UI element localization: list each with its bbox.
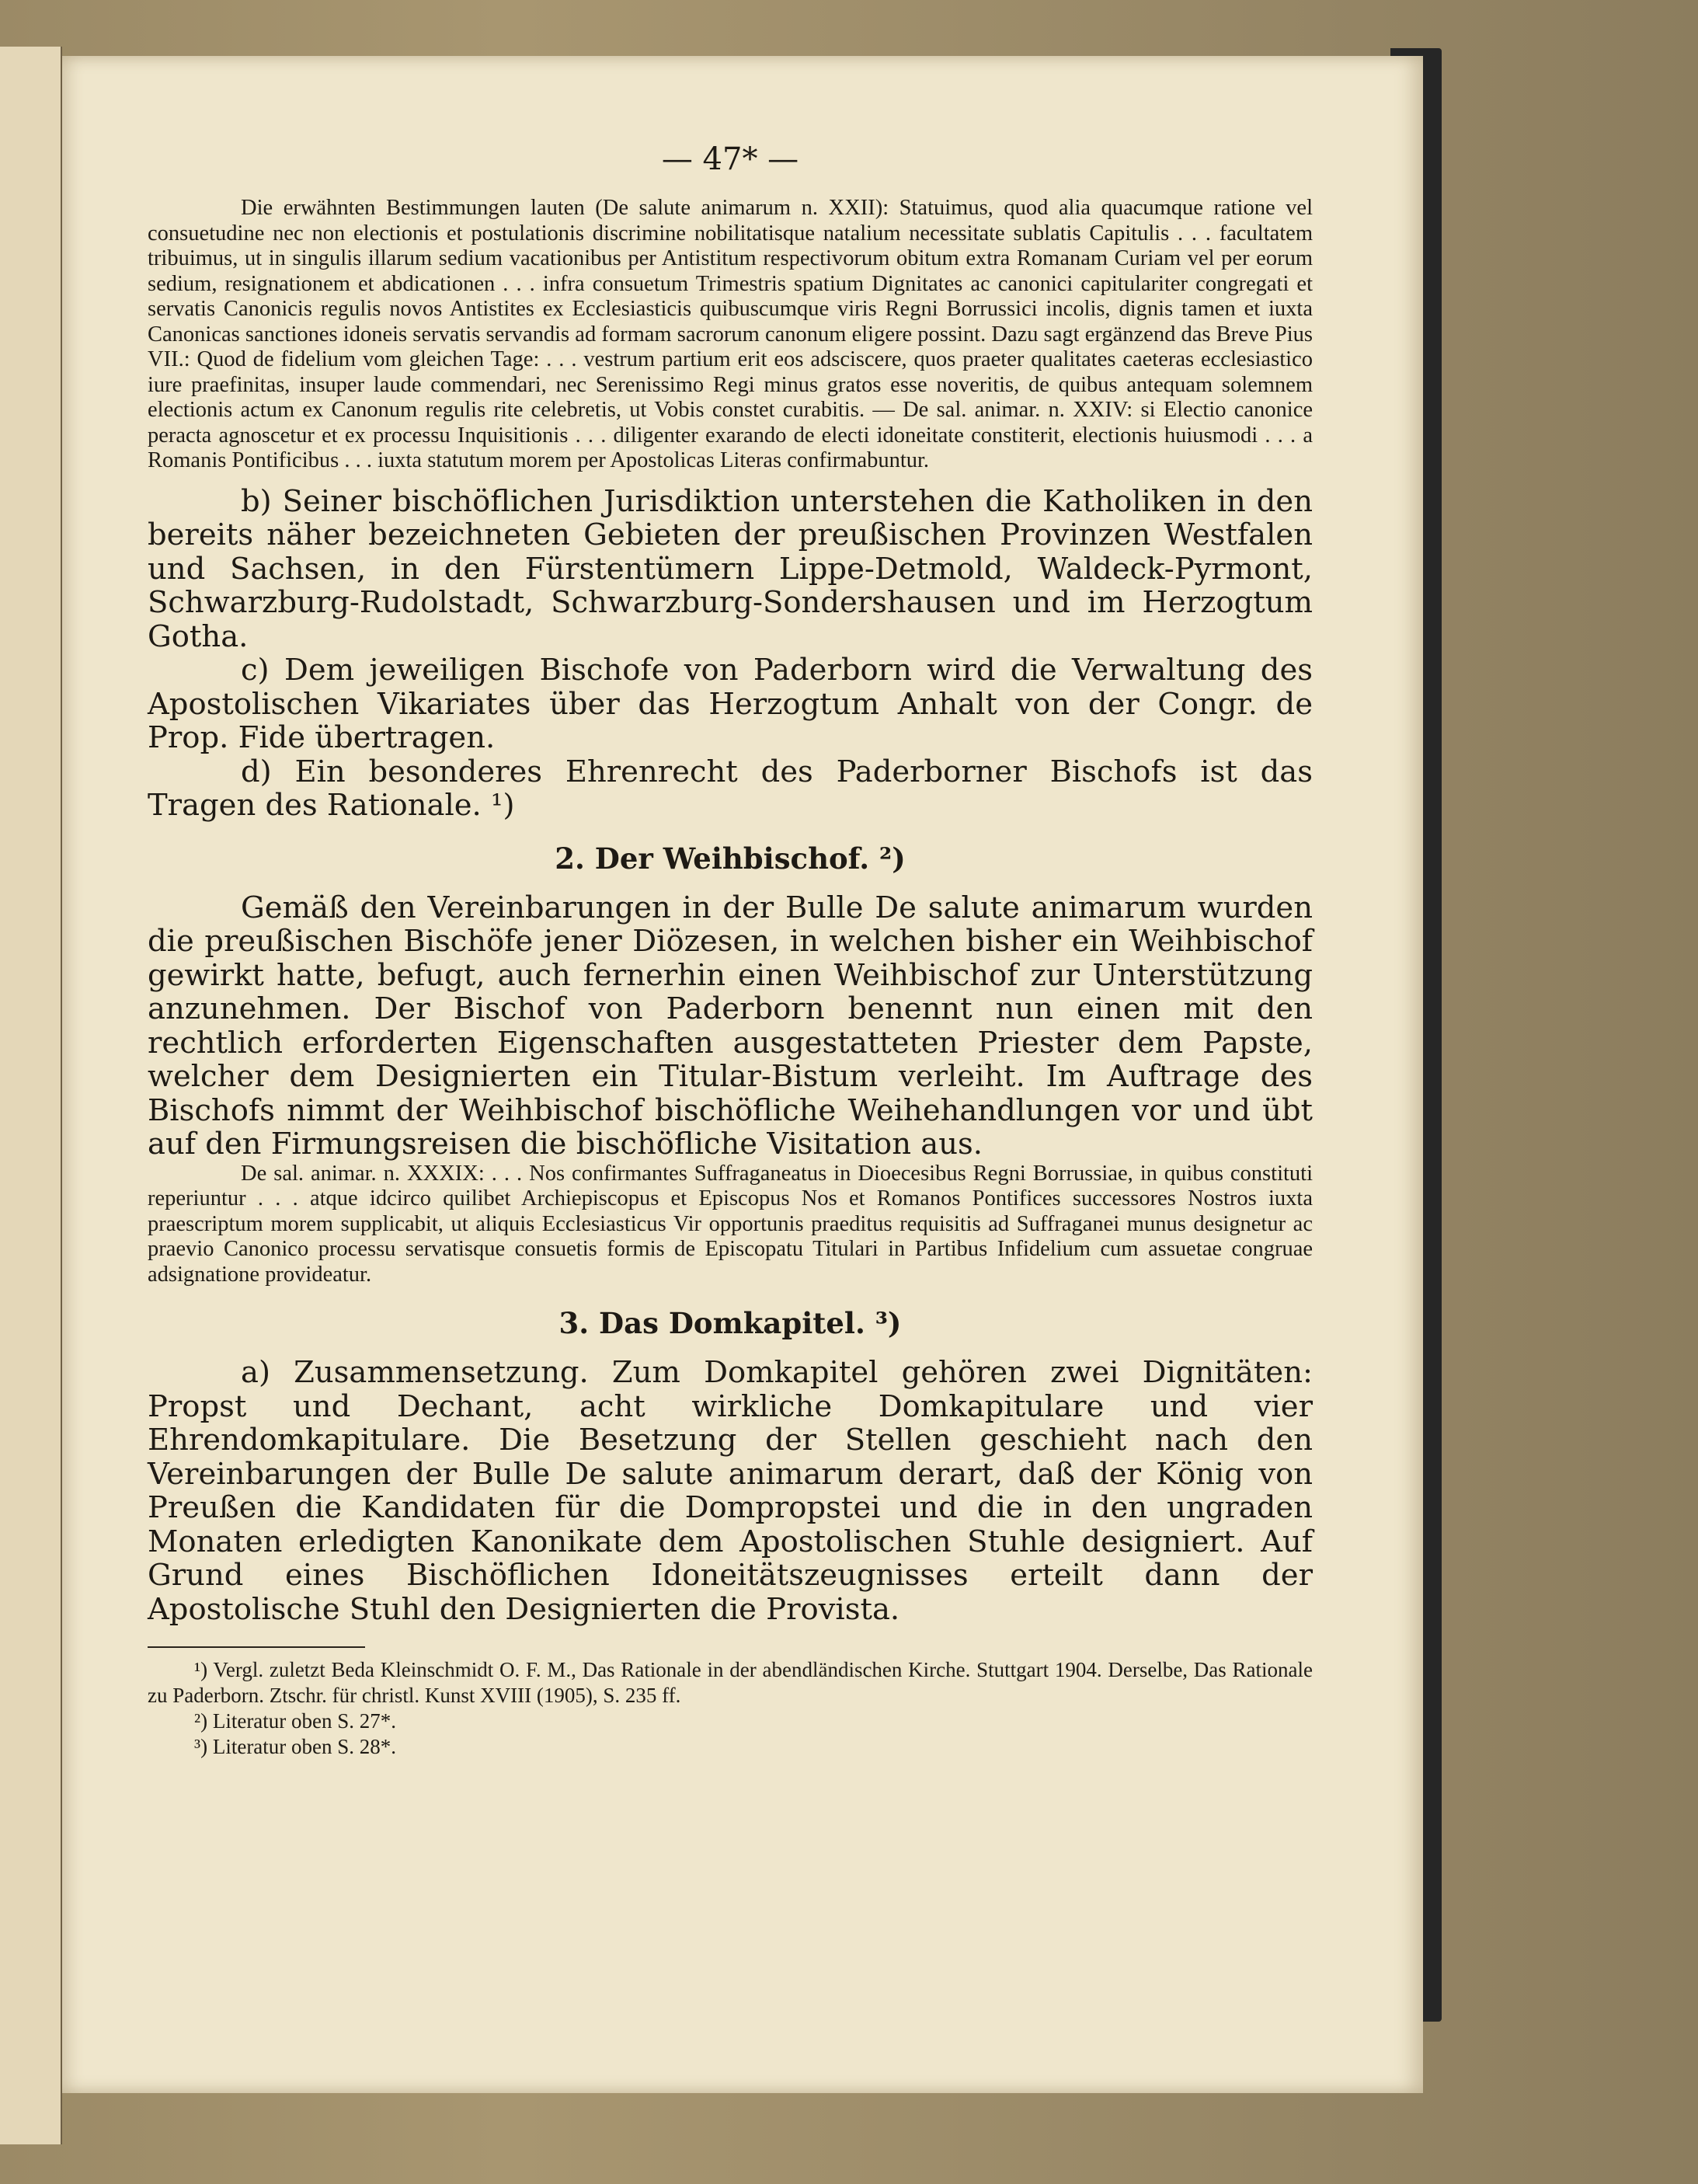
paragraph-b: b) Seiner bischöflichen Jurisdiktion unterstehen die Katholiken in den bereits näher bezeichneten Gebieten der preußischen Provinzen Westfalen und Sachsen, in den Fürstentümern Lippe-Detmold, Waldeck-Pyrmont, Schwarzburg-Rudolstadt, Schwarzburg-Sondershausen und im Herzogtum Gotha. xyxy=(148,483,1313,654)
page-number: — 47* — xyxy=(661,141,799,177)
paragraph-c: c) Dem jeweiligen Bischofe von Paderborn wird die Verwaltung des Apostolischen Vikariates über das Herzogtum Anhalt von der Congr. de Prop. Fide übertragen. xyxy=(148,653,1313,755)
paragraph-domkapitel: a) Zusammensetzung. Zum Domkapitel gehören zwei Dignitäten: Propst und Dechant, acht wirkliche Domkapitulare und vier Ehrendomkapitulare. Die Besetzung der Stellen geschieht nach den Vereinbarungen der Bulle De salute animarum derart, daß der König von Preußen die Kandidaten für die Dompropstei und die in den ungraden Monaten erledigten Kanonikate dem Apostolischen Stuhle designiert. Auf Grund eines Bischöflichen Idoneitätszeugnisses erteilt dann der Apostolische Stuhl den Designierten die Provista. xyxy=(148,1355,1313,1627)
footnote-1: ¹) Vergl. zuletzt Beda Kleinschmidt O. F. M., Das Rationale in der abendländischen Kirche. Stuttgart 1904. Derselbe, Das Rationale zu Paderborn. Ztschr. für christl. Kunst XVIII (1905), S. 235 ff. xyxy=(148,1658,1313,1707)
book-page xyxy=(62,56,1423,2093)
paragraph-d: d) Ein besonderes Ehrenrecht des Paderborner Bischofs ist das Tragen des Rationale. ¹) xyxy=(148,754,1313,823)
latin-note-weihbischof: De sal. animar. n. XXXIX: . . . Nos confirmantes Suffraganeatus in Dioecesibus Regni Borrussiae, in quibus constituti reperiuntur . . . atque idcirco quilibet Archiepiscopus et Episcopus Nos et Romanos Pontifices successores Nostros iuxta praescriptum morem supplicabit, ut aliquis Ecclesiasticus Vir opportunis praeditus requisitis ad Suffraganei munus designetur ac praevio Canonico processu servatisque consuetis formis de Episcopatu Titulari in Partibus Infidelium cum assuetae congruae adsignatione provideatur. xyxy=(148,1161,1313,1287)
previous-page-edge xyxy=(0,47,62,2144)
footnote-3: ³) Literatur oben S. 28*. xyxy=(194,1735,397,1758)
footnote-2: ²) Literatur oben S. 27*. xyxy=(194,1709,397,1733)
section-heading-domkapitel: 3. Das Domkapitel. ³) xyxy=(558,1306,902,1340)
section-heading-weihbischof: 2. Der Weihbischof. ²) xyxy=(555,841,906,876)
paragraph-weihbischof: Gemäß den Vereinbarungen in der Bulle De salute animarum wurden die preußischen Bischöfe jener Diözesen, in welchen bisher ein Weihbischof gewirkt hatte, befugt, auch fernerhin einen Weihbischof zur Unterstützung anzunehmen. Der Bischof von Paderborn benennt nun einen mit den rechtlich erforderten Eigenschaften ausgestatteten Priester dem Papste, welcher dem Designierten ein Titular-Bistum verleiht. Im Auftrage des Bischofs nimmt der Weihbischof bischöfliche Weihehandlungen vor und übt auf den Firmungsreisen die bischöfliche Visitation aus. xyxy=(148,890,1313,1162)
footnote-rule xyxy=(148,1646,365,1648)
intro-latin-note: Die erwähnten Bestimmungen lauten (De salute animarum n. XXII): Statuimus, quod alia quacumque ratione vel consuetudine nec non electionis et postulationis discrimine nobilitatisque natalium necessitate sublatis Capitulis . . . facultatem tribuimus, ut in singulis illarum sedium vacationibus per Antistitum respectivorum obitum extra Romanam Curiam vel per eorum sedium, resignationem et abdicationen . . . infra consuetum Trimestris spatium Dignitates ac canonici capitulariter congregati et servatis Canonicis regulis novos Antistites ex Ecclesiasticis quibuscumque viris Regni Borrussici incolis, dignis tamen et iuxta Canonicas sanctiones idoneis servatis servandis ad formam sacrorum canonum eligere possint. Dazu sagt ergänzend das Breve Pius VII.: Quod de fidelium vom gleichen Tage: . . . vestrum partium erit eos adsciscere, quos praeter qualitates caeteras ecclesiastico iure praefinitas, insuper laude commendari, nec Serenissimo Regi minus gratos esse noveritis, de quibus antequam solemnem electionis actum ex Canonum regulis rite celebretis, ut Vobis constet curabitis. — De sal. animar. n. XXIV: si Electio canonice peracta agnoscetur et ex processu Inquisitionis . . . diligenter exarando de electi idoneitate constiterit, electionis huiusmodi . . . a Romanis Pontificibus . . . iuxta statutum morem per Apostolicas Literas confirmabuntur. xyxy=(148,196,1313,472)
page-content xyxy=(148,141,1313,1760)
